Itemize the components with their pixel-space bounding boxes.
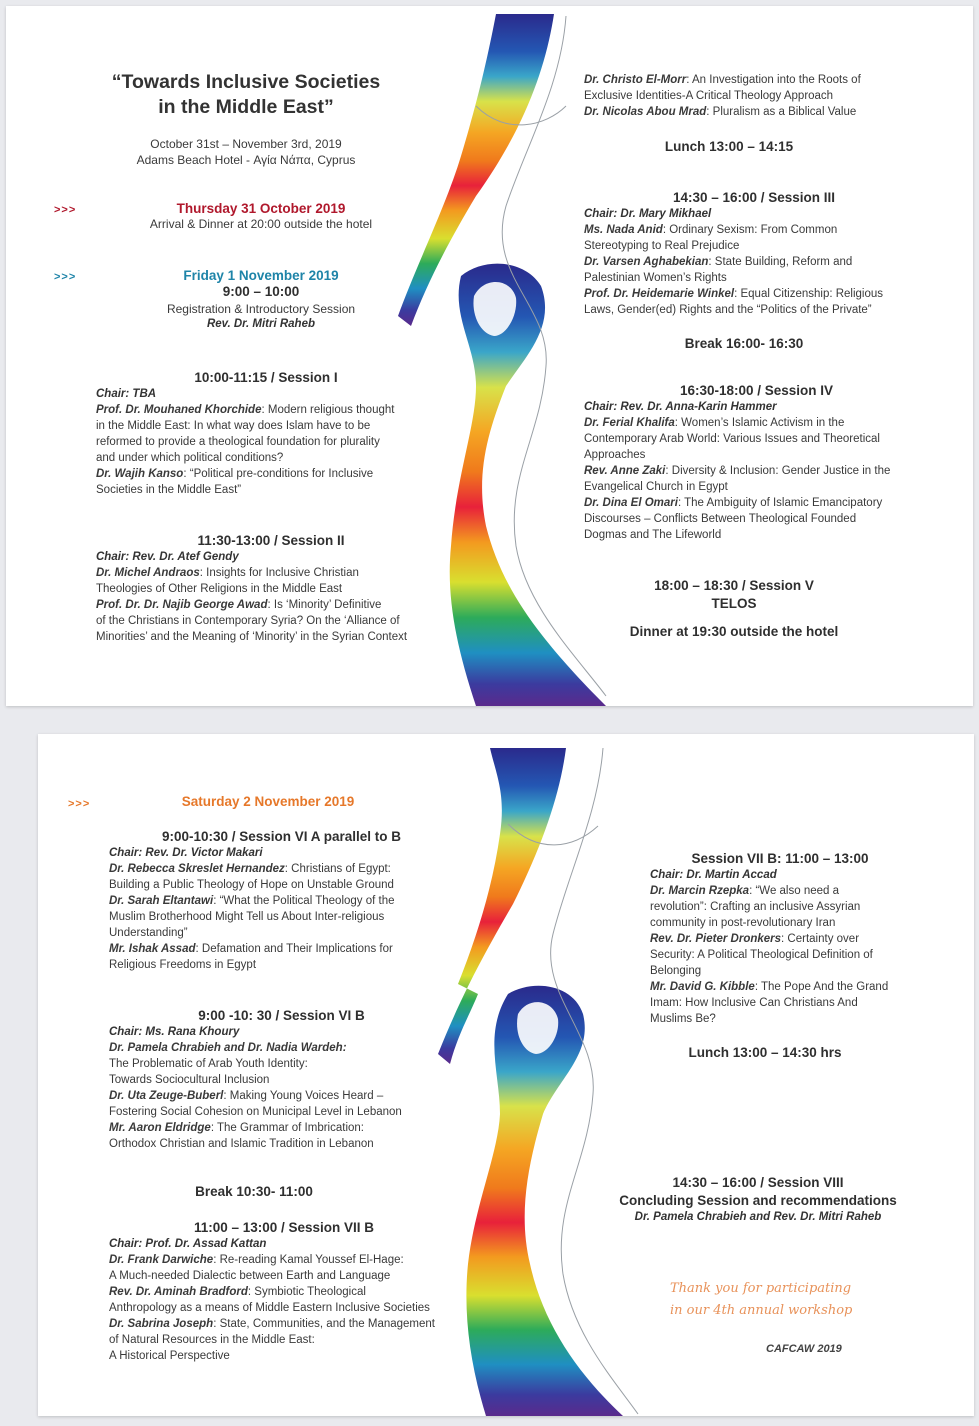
session-heading: 11:00 – 13:00 / Session VII B xyxy=(193,1220,375,1235)
friday-heading: Friday 1 November 2019 xyxy=(183,268,339,283)
session-heading: 9:00-10:30 / Session VI A parallel to B xyxy=(161,829,402,844)
session-heading: 18:00 – 18:30 / Session V xyxy=(654,578,814,593)
session-item: Rev. Dr. Aminah Bradford: Symbiotic Theological Anthropology as a means of Middle Eastern Inclusive Societies xyxy=(109,1286,430,1314)
session-item: Dr. Wajih Kanso: “Political pre-conditions for Inclusive Societies in the Middle East” xyxy=(96,468,374,496)
day-marker-thursday: >>> xyxy=(54,204,77,216)
session-item: Dr. Ferial Khalifa: Women’s Islamic Activism in the Contemporary Arab World: Various Issues and Theoretical Approaches xyxy=(584,417,880,461)
day-marker-saturday: >>> xyxy=(68,798,91,810)
session-subtitle: TELOS xyxy=(711,596,757,611)
session-heading: 16:30-18:00 / Session IV xyxy=(679,383,834,398)
session-chair: Chair: Ms. Rana Khoury xyxy=(109,1026,240,1038)
session-heading: Session VII B: 11:00 – 13:00 xyxy=(691,851,869,866)
event-title-line2: in the Middle East” xyxy=(158,96,334,118)
session-5 xyxy=(584,577,884,613)
session-3 xyxy=(584,189,924,318)
thursday-note: Arrival & Dinner at 20:00 outside the hotel xyxy=(149,217,373,231)
session-heading: 11:30-13:00 / Session II xyxy=(197,533,345,548)
friday-block xyxy=(86,268,436,332)
programme-page-2 xyxy=(38,734,974,1416)
session-item: Dr. Pamela Chrabieh and Dr. Nadia Wardeh: The Problematic of Arab Youth Identity: Towards Sociocultural Inclusion xyxy=(109,1042,347,1086)
session-item: Dr. Sarah Eltantawi: “What the Political Theology of the Muslim Brotherhood Might Tell us About Inter-religious Understanding” xyxy=(109,895,395,939)
session-item: Dr. Christo El-Morr: An Investigation into the Roots of Exclusive Identities-A Critical Theology Approach xyxy=(584,74,861,102)
session-heading: 14:30 – 16:00 / Session VIII xyxy=(672,1175,844,1190)
session-chair: Chair: Prof. Dr. Assad Kattan xyxy=(109,1238,267,1250)
friday-time: 9:00 – 10:00 xyxy=(222,284,300,299)
session-item: Dr. Rebecca Skreslet Hernandez: Christians of Egypt: Building a Public Theology of Hope on Unstable Ground xyxy=(109,863,394,891)
event-dates-venue xyxy=(86,136,406,168)
break-saturday: Break 10:30- 11:00 xyxy=(195,1184,313,1199)
programme-page-1 xyxy=(6,6,973,706)
lunch-saturday: Lunch 13:00 – 14:30 hrs xyxy=(688,1045,842,1060)
day-marker-friday: >>> xyxy=(54,271,77,283)
thursday-heading: Thursday 31 October 2019 xyxy=(176,201,346,216)
session-subtitle: Concluding Session and recommendations xyxy=(619,1193,897,1208)
session-item: Dr. Dina El Omari: The Ambiguity of Islamic Emancipatory Discourses – Conflicts Between Theological Founded Dogmas and The Lifeworld xyxy=(584,497,883,541)
friday-desc: Registration & Introductory Session xyxy=(166,302,356,316)
event-title-block xyxy=(86,70,406,120)
session-chair: Chair: Rev. Dr. Victor Makari xyxy=(109,847,263,859)
session-chair: Chair: Rev. Dr. Atef Gendy xyxy=(96,551,239,563)
session-item: Rev. Anne Zaki: Diversity & Inclusion: Gender Justice in the Evangelical Church in Egypt xyxy=(584,465,891,493)
session-chair: Chair: Dr. Martin Accad xyxy=(650,869,777,881)
event-dates: October 31st – November 3rd, 2019 xyxy=(150,137,342,151)
session-item: Dr. Varsen Aghabekian: State Building, Reform and Palestinian Women’s Rights xyxy=(584,256,853,284)
thursday-block xyxy=(86,201,436,232)
session-7b-left xyxy=(109,1219,459,1364)
session-item: Dr. Michel Andraos: Insights for Inclusive Christian Theologies of Other Religions in the Middle East xyxy=(96,567,359,595)
session-6b xyxy=(109,1007,454,1152)
session-1 xyxy=(96,369,436,498)
session-item: Ms. Nada Anid: Ordinary Sexism: From Common Stereotyping to Real Prejudice xyxy=(584,224,838,252)
session-4 xyxy=(584,382,929,543)
friday-speaker: Rev. Dr. Mitri Raheb xyxy=(206,318,315,330)
signature: CAFCAW 2019 xyxy=(766,1343,842,1355)
break-friday: Break 16:00- 16:30 xyxy=(684,336,804,351)
session-item: Mr. David G. Kibble: The Pope And the Grand Imam: How Inclusive Can Christians And Muslims Be? xyxy=(650,981,889,1025)
lunch-friday: Lunch 13:00 – 14:15 xyxy=(664,139,794,154)
session-chair: Chair: Dr. Mary Mikhael xyxy=(584,208,712,220)
saturday-heading: Saturday 2 November 2019 xyxy=(181,794,355,809)
event-title-line1: “Towards Inclusive Societies xyxy=(111,71,381,93)
session-item: Dr. Uta Zeuge-Buberl: Making Young Voices Heard – Fostering Social Cohesion on Municipal Level in Lebanon xyxy=(109,1090,402,1118)
session-2 xyxy=(96,532,446,645)
session-item: Rev. Dr. Pieter Dronkers: Certainty over Security: A Political Theological Definition of Belonging xyxy=(650,933,873,977)
session-item: Prof. Dr. Dr. Najib George Awad: Is ‘Minority’ Definitive of the Christians in Contemporary Syria? On the ‘Alliance of Minorities’ and the Meaning of ‘Minority’ in the Syrian Context xyxy=(96,599,408,643)
session-chair: Chair: Rev. Dr. Anna-Karin Hammer xyxy=(584,401,777,413)
session-heading: 14:30 – 16:00 / Session III xyxy=(672,190,836,205)
session-item: Mr. Ishak Assad: Defamation and Their Implications for Religious Freedoms in Egypt xyxy=(109,943,393,971)
session-item: Prof. Dr. Heidemarie Winkel: Equal Citizenship: Religious Laws, Gender(ed) Rights and the “Politics of the Private” xyxy=(584,288,884,316)
session-heading: 9:00 -10: 30 / Session VI B xyxy=(198,1008,365,1023)
session-chair: Chair: TBA xyxy=(96,388,157,400)
session-item: Dr. Nicolas Abou Mrad: Pluralism as a Biblical Value xyxy=(584,106,857,118)
session-2-continued xyxy=(584,72,924,120)
session-item: Dr. Frank Darwiche: Re-reading Kamal Youssef El-Hage: A Much-needed Dialectic between Earth and Language xyxy=(109,1254,404,1282)
session-heading: 10:00-11:15 / Session I xyxy=(194,370,338,385)
thank-you-line1: Thank you for participating xyxy=(670,1281,852,1296)
session-item: Prof. Dr. Mouhaned Khorchide: Modern religious thought in the Middle East: In what way does Islam have to be reformed to provide a theological foundation for plurality and under which political conditions? xyxy=(96,404,395,464)
session-item: Dr. Sabrina Joseph: State, Communities, and the Management of Natural Resources in the Middle East: A Historical Perspective xyxy=(109,1318,436,1362)
session-item: Dr. Marcin Rzepka: “We also need a revolution”: Crafting an inclusive Assyrian community in post-revolutionary Iran xyxy=(650,885,861,929)
session-6a xyxy=(109,828,454,973)
session-item: Mr. Aaron Eldridge: The Grammar of Imbrication: Orthodox Christian and Islamic Tradition in Lebanon xyxy=(109,1122,374,1150)
event-venue: Adams Beach Hotel - Αγία Νάπα, Cyprus xyxy=(136,153,356,167)
dinner-friday: Dinner at 19:30 outside the hotel xyxy=(629,624,839,639)
thank-you-note xyxy=(670,1278,890,1322)
thank-you-line2: in our 4th annual workshop xyxy=(670,1303,853,1318)
session-7b-right xyxy=(650,850,910,1027)
session-8 xyxy=(598,1174,918,1225)
session-speakers: Dr. Pamela Chrabieh and Rev. Dr. Mitri Raheb xyxy=(634,1211,882,1223)
